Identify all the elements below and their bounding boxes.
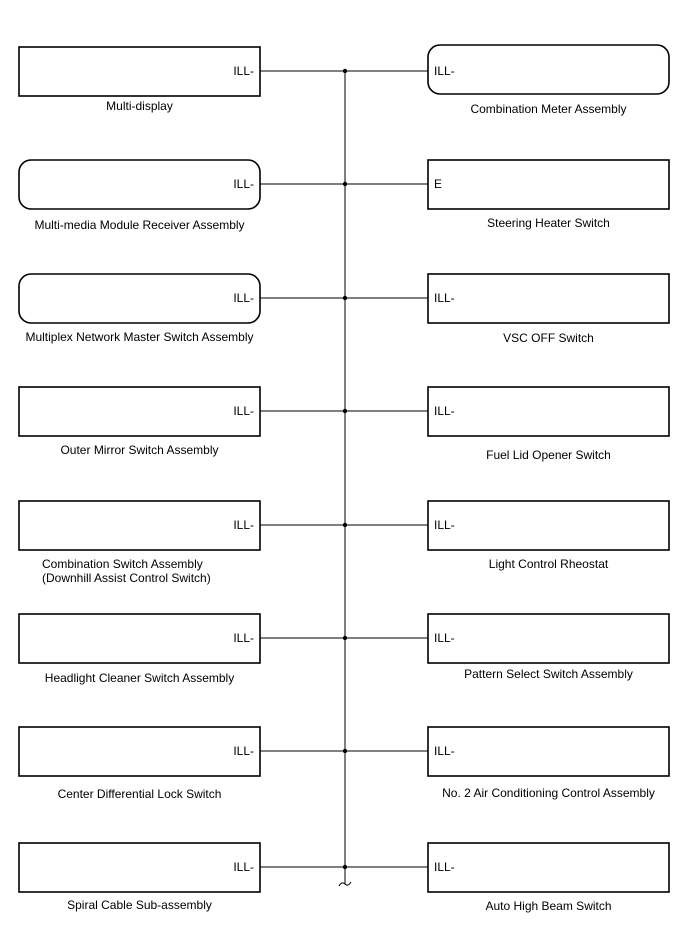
left-pin-label: ILL-: [233, 631, 254, 645]
right-component-box: [428, 160, 669, 209]
right-pin-label: ILL-: [434, 518, 455, 532]
junction-dot: [343, 409, 347, 413]
left-component-box: [19, 843, 260, 892]
junction-dot: [343, 69, 347, 73]
right-component-box: [428, 614, 669, 663]
junction-dot: [343, 523, 347, 527]
right-component-caption: VSC OFF Switch: [503, 331, 594, 345]
right-component-caption: Auto High Beam Switch: [485, 899, 612, 913]
junction-dot: [343, 182, 347, 186]
right-component-caption: Pattern Select Switch Assembly: [464, 667, 633, 681]
right-component-box: [428, 274, 669, 323]
left-pin-label: ILL-: [233, 64, 254, 78]
right-component-box: [428, 501, 669, 550]
right-component-caption: Light Control Rheostat: [488, 557, 609, 571]
left-component-box: [19, 160, 260, 209]
right-pin-label: ILL-: [434, 631, 455, 645]
junction-dot: [343, 296, 347, 300]
right-pin-label: ILL-: [434, 291, 455, 305]
left-component-caption: Combination Switch Assembly: [42, 557, 203, 571]
right-component-caption: No. 2 Air Conditioning Control Assembly: [442, 786, 655, 800]
right-component-box: [428, 843, 669, 892]
left-component-caption: Center Differential Lock Switch: [57, 787, 222, 801]
left-pin-label: ILL-: [233, 518, 254, 532]
left-component-box: [19, 614, 260, 663]
right-component-box: [428, 387, 669, 436]
left-component-caption: Outer Mirror Switch Assembly: [60, 443, 219, 457]
left-pin-label: ILL-: [233, 177, 254, 191]
right-component-box: [428, 45, 669, 94]
left-component-box: [19, 727, 260, 776]
right-component-box: [428, 727, 669, 776]
left-component-box: [19, 501, 260, 550]
right-pin-label: ILL-: [434, 404, 455, 418]
junction-dot: [343, 749, 347, 753]
left-pin-label: ILL-: [233, 404, 254, 418]
junction-dot: [343, 636, 347, 640]
left-component-box: [19, 47, 260, 96]
right-pin-label: ILL-: [434, 64, 455, 78]
right-component-caption: Fuel Lid Opener Switch: [486, 448, 611, 462]
right-component-caption: Steering Heater Switch: [487, 216, 610, 230]
right-pin-label: ILL-: [434, 860, 455, 874]
left-component-caption: Headlight Cleaner Switch Assembly: [44, 671, 235, 685]
left-component-box: [19, 387, 260, 436]
left-pin-label: ILL-: [233, 291, 254, 305]
right-component-caption: Combination Meter Assembly: [470, 102, 627, 116]
left-component-caption: Multiplex Network Master Switch Assembly: [25, 330, 254, 344]
left-pin-label: ILL-: [233, 744, 254, 758]
right-pin-label: E: [434, 177, 443, 191]
left-component-caption: Multi-display: [106, 99, 173, 113]
left-pin-label: ILL-: [233, 860, 254, 874]
left-component-caption: Multi-media Module Receiver Assembly: [34, 218, 245, 232]
right-pin-label: ILL-: [434, 744, 455, 758]
left-component-caption: (Downhill Assist Control Switch): [42, 571, 211, 585]
left-component-caption: Spiral Cable Sub-assembly: [67, 898, 212, 912]
junction-dot: [343, 865, 347, 869]
left-component-box: [19, 274, 260, 323]
